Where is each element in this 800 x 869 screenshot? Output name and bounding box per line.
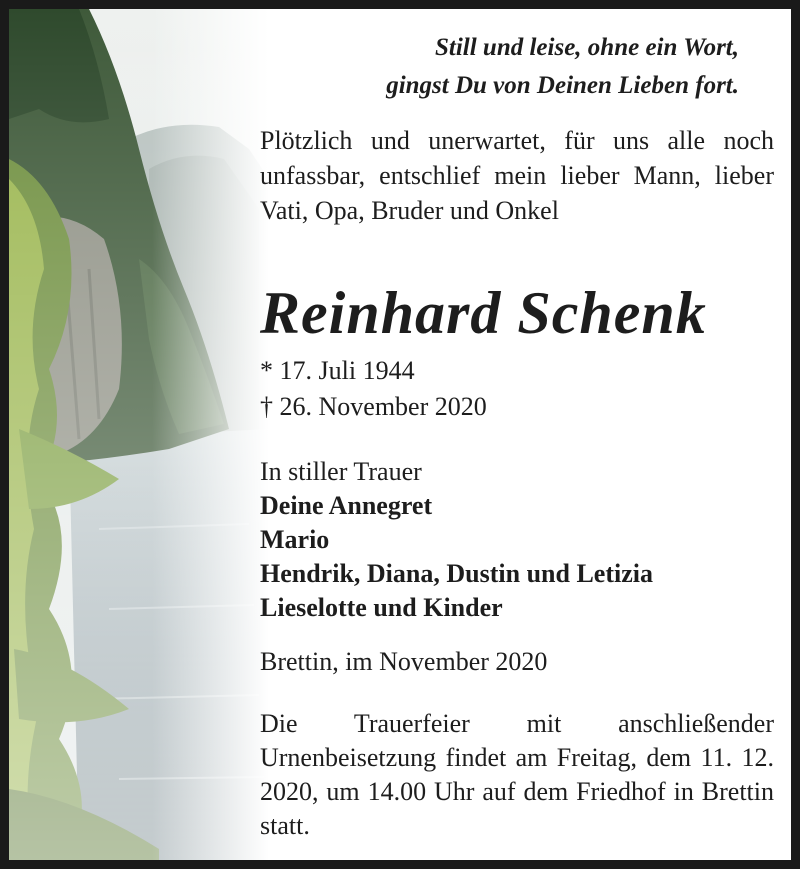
intro-paragraph: Plötzlich und unerwartet, für uns alle noch unfassbar, entschlief mein lieber Mann, lieber Vati, Opa, Bruder und Onkel — [260, 126, 774, 225]
mourning-heading: In stiller Trauer — [260, 457, 422, 486]
place-and-date: Brettin, im November 2020 — [260, 647, 548, 676]
motto-line: Still und leise, ohne ein Wort, — [434, 34, 739, 61]
motto-line: gingst Du von Deinen Lieben fort. — [386, 72, 739, 99]
mourner-name: Lieselotte und Kinder — [260, 593, 503, 622]
death-date: † 26. November 2020 — [260, 392, 487, 421]
mourner-name: Mario — [260, 525, 330, 554]
mourners-list — [260, 455, 653, 625]
mourner-name: Hendrik, Diana, Dustin und Letizia — [260, 559, 653, 588]
funeral-notice: Die Trauerfeier mit anschließender Urnenbeisetzung findet am Freitag, dem 11. 12. 2020, um 14.00 Uhr auf dem Friedhof in Brettin statt. — [260, 709, 774, 840]
birth-date: * 17. Juli 1944 — [260, 356, 415, 385]
deceased-name: Reinhard Schenk — [260, 280, 707, 346]
mourner-name: Deine Annegret — [260, 491, 433, 520]
life-dates — [260, 353, 487, 425]
notice-text — [9, 9, 791, 860]
motto — [279, 29, 739, 105]
